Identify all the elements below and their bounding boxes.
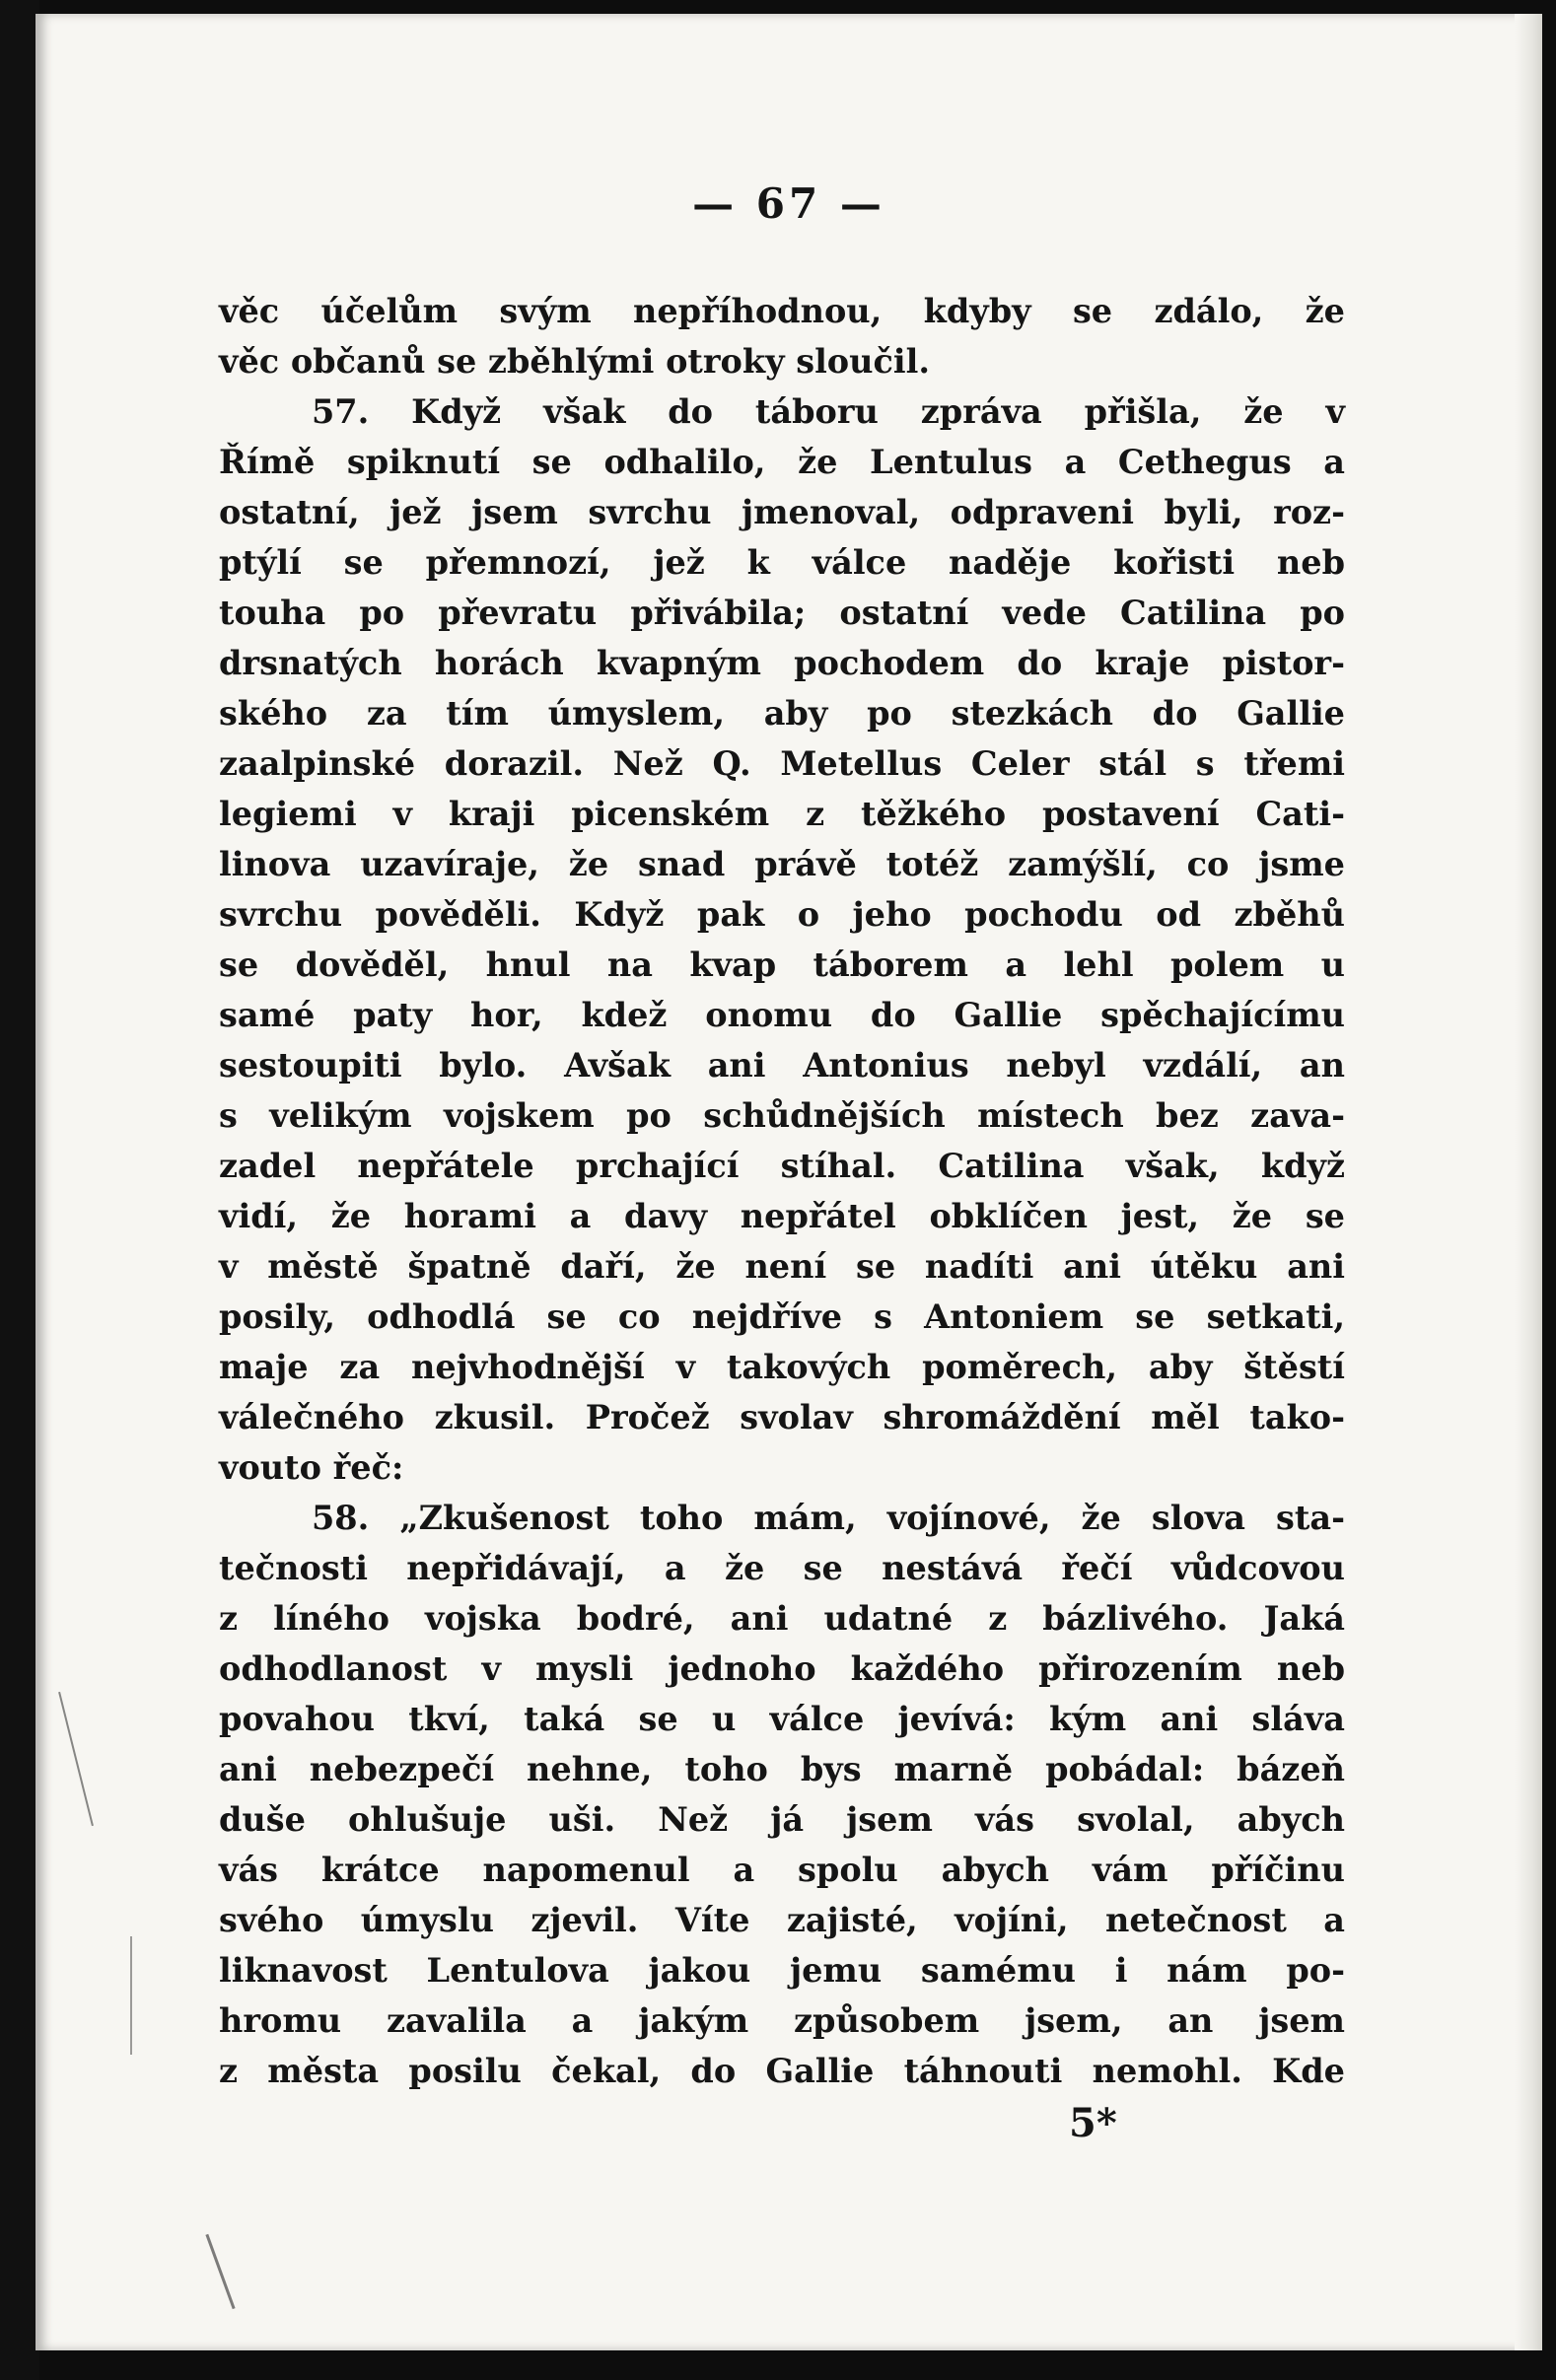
- text-line: Římě spiknutí se odhalilo, že Lentulus a Cethegus a: [219, 443, 1345, 481]
- text-line: touha po převratu přivábila; ostatní vede Catilina po: [219, 594, 1345, 632]
- text-line: posily, odhodlá se co nejdříve s Antoniem se setkati,: [219, 1297, 1345, 1336]
- text-line: hromu zavalila a jakým způsobem jsem, an jsem: [219, 2001, 1345, 2040]
- text-line: maje za nejvhodnější v takových poměrech, aby štěstí: [219, 1348, 1345, 1386]
- signature-mark: 5*: [1069, 2100, 1117, 2146]
- body-text: [219, 286, 1345, 2096]
- scan-artifact: [130, 1936, 132, 2055]
- page-number-header: — 67 —: [692, 179, 885, 228]
- text-line: z líného vojska bodré, ani udatné z bázlivého. Jaká: [219, 1599, 1345, 1638]
- text-line: z města posilu čekal, do Gallie táhnouti nemohl. Kde: [219, 2052, 1345, 2090]
- text-line: legiemi v kraji picenském z těžkého postavení Cati-: [219, 795, 1345, 833]
- text-line: věc občanů se zběhlými otroky sloučil.: [219, 342, 931, 381]
- text-line: věc účelům svým nepříhodnou, kdyby se zdálo, že: [219, 292, 1345, 330]
- text-line: zaalpinské dorazil. Než Q. Metellus Celer stál s třemi: [219, 744, 1345, 783]
- text-line: ptýlí se přemnozí, jež k válce naděje kořisti neb: [219, 543, 1345, 582]
- text-line: 57. Když však do táboru zpráva přišla, že v: [312, 392, 1345, 431]
- text-line: sestoupiti bylo. Avšak ani Antonius nebyl vzdálí, an: [219, 1046, 1345, 1085]
- text-line: 58. „Zkušenost toho mám, vojínové, že slova sta-: [312, 1499, 1345, 1537]
- text-line: svého úmyslu zjevil. Víte zajisté, vojíni, netečnost a: [219, 1901, 1345, 1939]
- text-line: linova uzavíraje, že snad právě totéž zamýšlí, co jsme: [219, 845, 1345, 883]
- text-line: vidí, že horami a davy nepřátel obklíčen jest, že se: [219, 1197, 1345, 1235]
- text-line: samé paty hor, kdež onomu do Gallie spěchajícímu: [219, 996, 1345, 1034]
- text-line: ského za tím úmyslem, aby po stezkách do Gallie: [219, 694, 1345, 733]
- scan-border-left: [0, 0, 39, 2380]
- book-page: [35, 14, 1542, 2350]
- text-line: ostatní, jež jsem svrchu jmenoval, odpraveni byli, roz-: [219, 493, 1345, 531]
- text-line: odhodlanost v mysli jednoho každého přirozením neb: [219, 1649, 1345, 1688]
- text-line: svrchu pověděli. Když pak o jeho pochodu od zběhů: [219, 895, 1345, 934]
- text-line: duše ohlušuje uši. Než já jsem vás svolal, abych: [219, 1800, 1345, 1839]
- text-line: tečnosti nepřidávají, a že se nestává řečí vůdcovou: [219, 1549, 1345, 1587]
- text-line: liknavost Lentulova jakou jemu samému i nám po-: [219, 1951, 1345, 1990]
- text-line: s velikým vojskem po schůdnějších místech bez zava-: [219, 1096, 1345, 1135]
- text-line: v městě špatně daří, že není se nadíti ani útěku ani: [219, 1247, 1345, 1286]
- text-line: zadel nepřátele prchající stíhal. Catilina však, když: [219, 1147, 1345, 1185]
- text-line: ani nebezpečí nehne, toho bys marně pobádal: bázeň: [219, 1750, 1345, 1788]
- text-line: drsnatých horách kvapným pochodem do kraje pistor-: [219, 644, 1345, 682]
- scan-artifact: [205, 2234, 235, 2309]
- page-edge-shadow: [1515, 14, 1542, 2350]
- text-line: vouto řeč:: [219, 1448, 404, 1487]
- text-line: vás krátce napomenul a spolu abych vám příčinu: [219, 1851, 1345, 1889]
- text-line: povahou tkví, taká se u válce jevívá: kým ani sláva: [219, 1700, 1345, 1738]
- text-line: se dověděl, hnul na kvap táborem a lehl polem u: [219, 945, 1345, 984]
- text-line: válečného zkusil. Pročež svolav shromáždění měl tako-: [219, 1398, 1345, 1436]
- scan-artifact: [58, 1692, 94, 1826]
